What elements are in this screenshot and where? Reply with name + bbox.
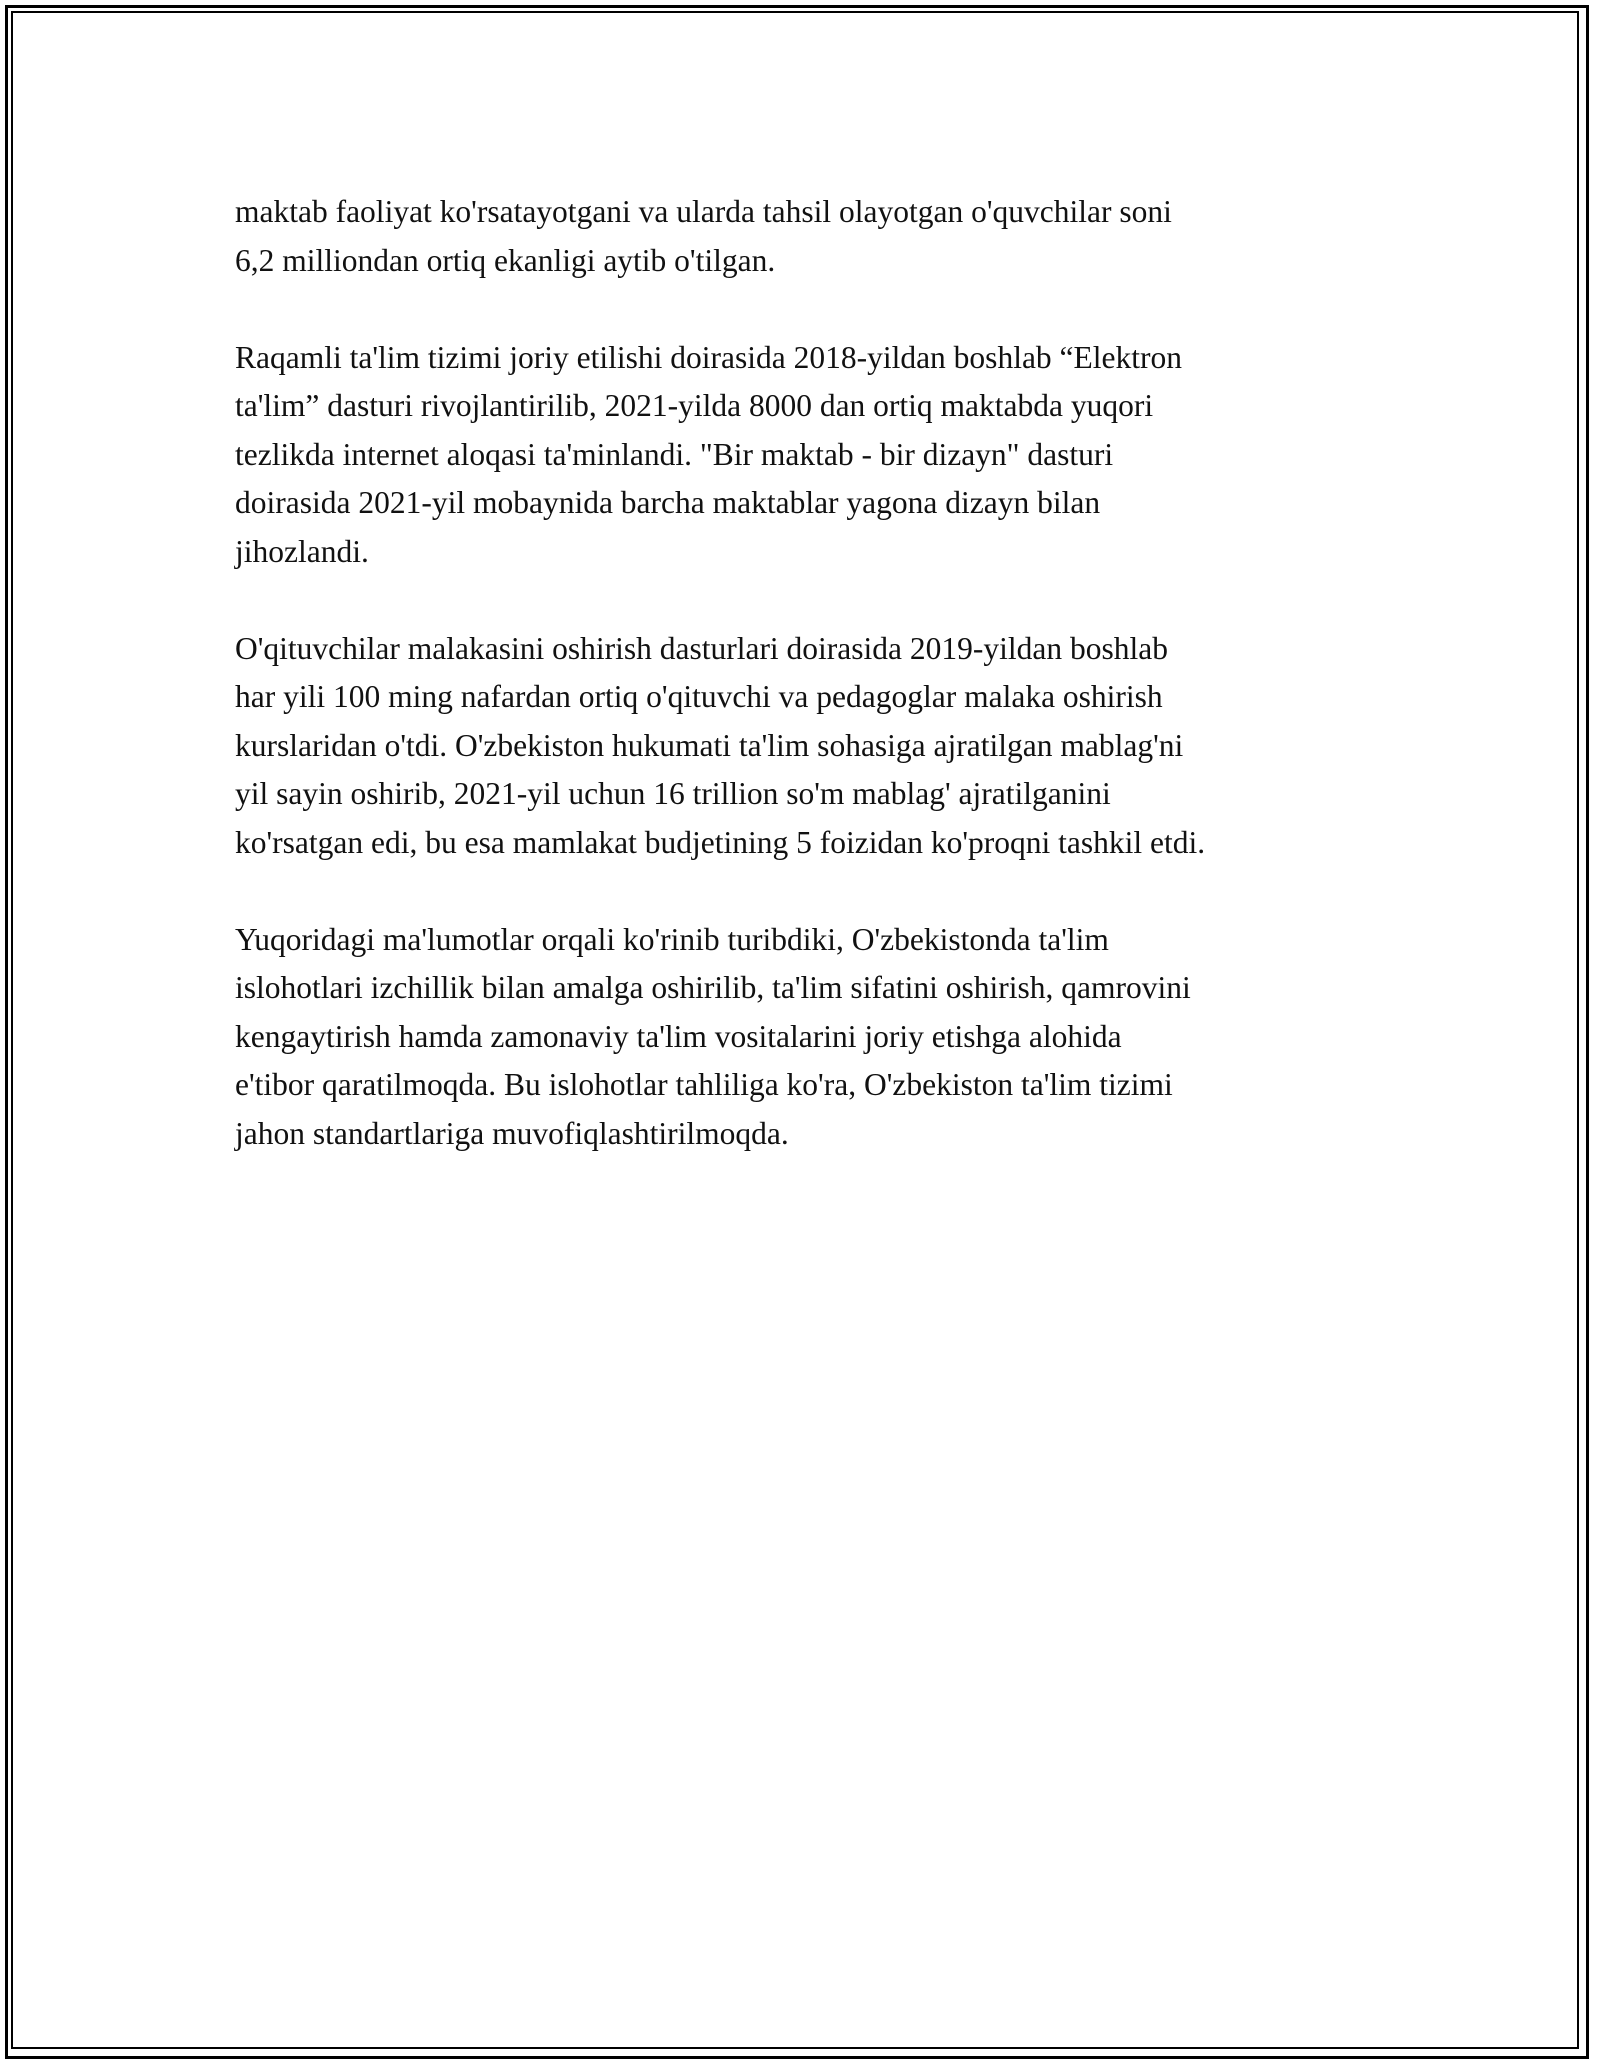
text-line: doirasida 2021-yil mobaynida barcha maktablar yagona dizayn bilan (235, 485, 1101, 520)
text-line: ko'rsatgan edi, bu esa mamlakat budjetining 5 foizidan ko'proqni tashkil etdi. (235, 824, 1206, 860)
paragraph-4 (235, 916, 1405, 1159)
text-line: islohotlari izchillik bilan amalga oshirilib, ta'lim sifatini oshirish, qamrovini (235, 970, 1191, 1005)
text-line: har yili 100 ming nafardan ortiq o'qituvchi va pedagoglar malaka oshirish (235, 679, 1163, 714)
paragraph-1 (235, 188, 1405, 285)
document-body (235, 188, 1405, 1207)
text-line: yil sayin oshirib, 2021-yil uchun 16 trillion so'm mablag' ajratilganini (235, 776, 1111, 811)
text-line: jihozlandi. (235, 533, 369, 569)
paragraph-2 (235, 334, 1405, 577)
text-line: kengaytirish hamda zamonaviy ta'lim vositalarini joriy etishga alohida (235, 1018, 1122, 1054)
text-line: Raqamli ta'lim tizimi joriy etilishi doirasida 2018-yildan boshlab “Elektron (235, 339, 1182, 375)
paragraph-3 (235, 625, 1405, 868)
text-line: O'qituvchilar malakasini oshirish dasturlari doirasida 2019-yildan boshlab (235, 630, 1168, 666)
text-line: jahon standartlariga muvofiqlashtirilmoqda. (235, 1115, 789, 1151)
text-line: ta'lim” dasturi rivojlantirilib, 2021-yilda 8000 dan ortiq maktabda yuqori (235, 388, 1154, 423)
text-line: tezlikda internet aloqasi ta'minlandi. "Bir maktab - bir dizayn" dasturi (235, 436, 1114, 472)
text-line: Yuqoridagi ma'lumotlar orqali ko'rinib turibdiki, O'zbekistonda ta'lim (235, 921, 1109, 957)
text-line: 6,2 milliondan ortiq ekanligi aytib o'tilgan. (235, 242, 776, 278)
text-line: e'tibor qaratilmoqda. Bu islohotlar tahliliga ko'ra, O'zbekiston ta'lim tizimi (235, 1067, 1173, 1102)
text-line: kurslaridan o'tdi. O'zbekiston hukumati ta'lim sohasiga ajratilgan mablag'ni (235, 727, 1184, 763)
text-line: maktab faoliyat ko'rsatayotgani va ularda tahsil olayotgan o'quvchilar soni (235, 194, 1172, 229)
